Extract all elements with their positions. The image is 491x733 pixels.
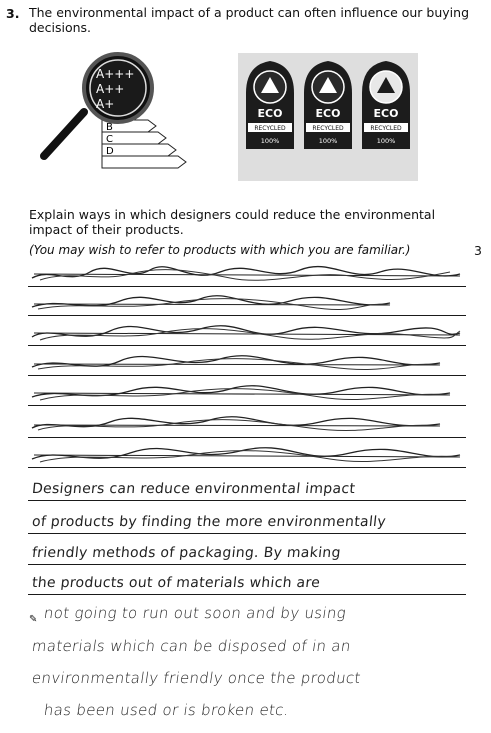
answer-line: of products by finding the more environmentally [31, 514, 387, 530]
question-marks: 3 [474, 243, 482, 258]
crossed-out-handwriting [30, 323, 466, 345]
question-prompt: Explain ways in which designers could reduce the environmental impact of their products. [29, 207, 436, 237]
eco-percent-text: 100% [260, 137, 280, 145]
answer-rule [28, 375, 466, 376]
question-hint: (You may wish to refer to products with which you are familiar.) [29, 243, 411, 257]
eco-recycled-text: RECYCLED [254, 125, 286, 132]
answer-line: friendly methods of packaging. By making [31, 545, 342, 561]
eco-brand-text: ECO [257, 107, 283, 120]
answer-line: materials which can be disposed of in an [30, 637, 353, 655]
energy-rating-a2: A++ [96, 82, 125, 96]
answer-rule [28, 437, 466, 438]
energy-rating-a3: A+++ [96, 67, 135, 81]
crossed-out-handwriting [30, 445, 466, 467]
energy-rating-d: D [106, 146, 114, 157]
answer-rule [28, 315, 466, 316]
energy-rating-a1: A+ [96, 97, 115, 111]
question-number: 3. [6, 6, 20, 21]
eco-brand-text: ECO [373, 107, 399, 120]
margin-mark: ✎ [29, 614, 38, 625]
answer-rule [28, 286, 466, 287]
energy-rating-b: B [106, 122, 113, 133]
eco-recycled-text: RECYCLED [312, 125, 344, 132]
crossed-out-handwriting [30, 414, 466, 436]
crossed-out-handwriting [30, 264, 466, 286]
answer-rule [28, 594, 466, 595]
answer-rule [28, 467, 466, 468]
answer-rule [28, 564, 466, 565]
answer-rule [28, 345, 466, 346]
question-stem: The environmental impact of a product can often influence our buying decisions. [29, 5, 469, 35]
eco-recycled-text: RECYCLED [370, 125, 402, 132]
answer-line: the products out of materials which are [31, 575, 321, 591]
eco-percent-text: 100% [376, 137, 396, 145]
crossed-out-handwriting [30, 293, 466, 315]
crossed-out-handwriting [30, 353, 466, 375]
answer-line: Designers can reduce environmental impact [31, 481, 357, 497]
energy-rating-c: C [106, 134, 113, 145]
answer-line: not going to run out soon and by using [42, 604, 348, 622]
eco-brand-text: ECO [315, 107, 341, 120]
answer-line: environmentally friendly once the product [30, 669, 362, 687]
answer-rule [28, 533, 466, 534]
answer-rule [28, 500, 466, 501]
eco-percent-text: 100% [318, 137, 338, 145]
crossed-out-handwriting [30, 383, 466, 405]
answer-rule [28, 405, 466, 406]
answer-line: has been used or is broken etc. [42, 701, 291, 719]
